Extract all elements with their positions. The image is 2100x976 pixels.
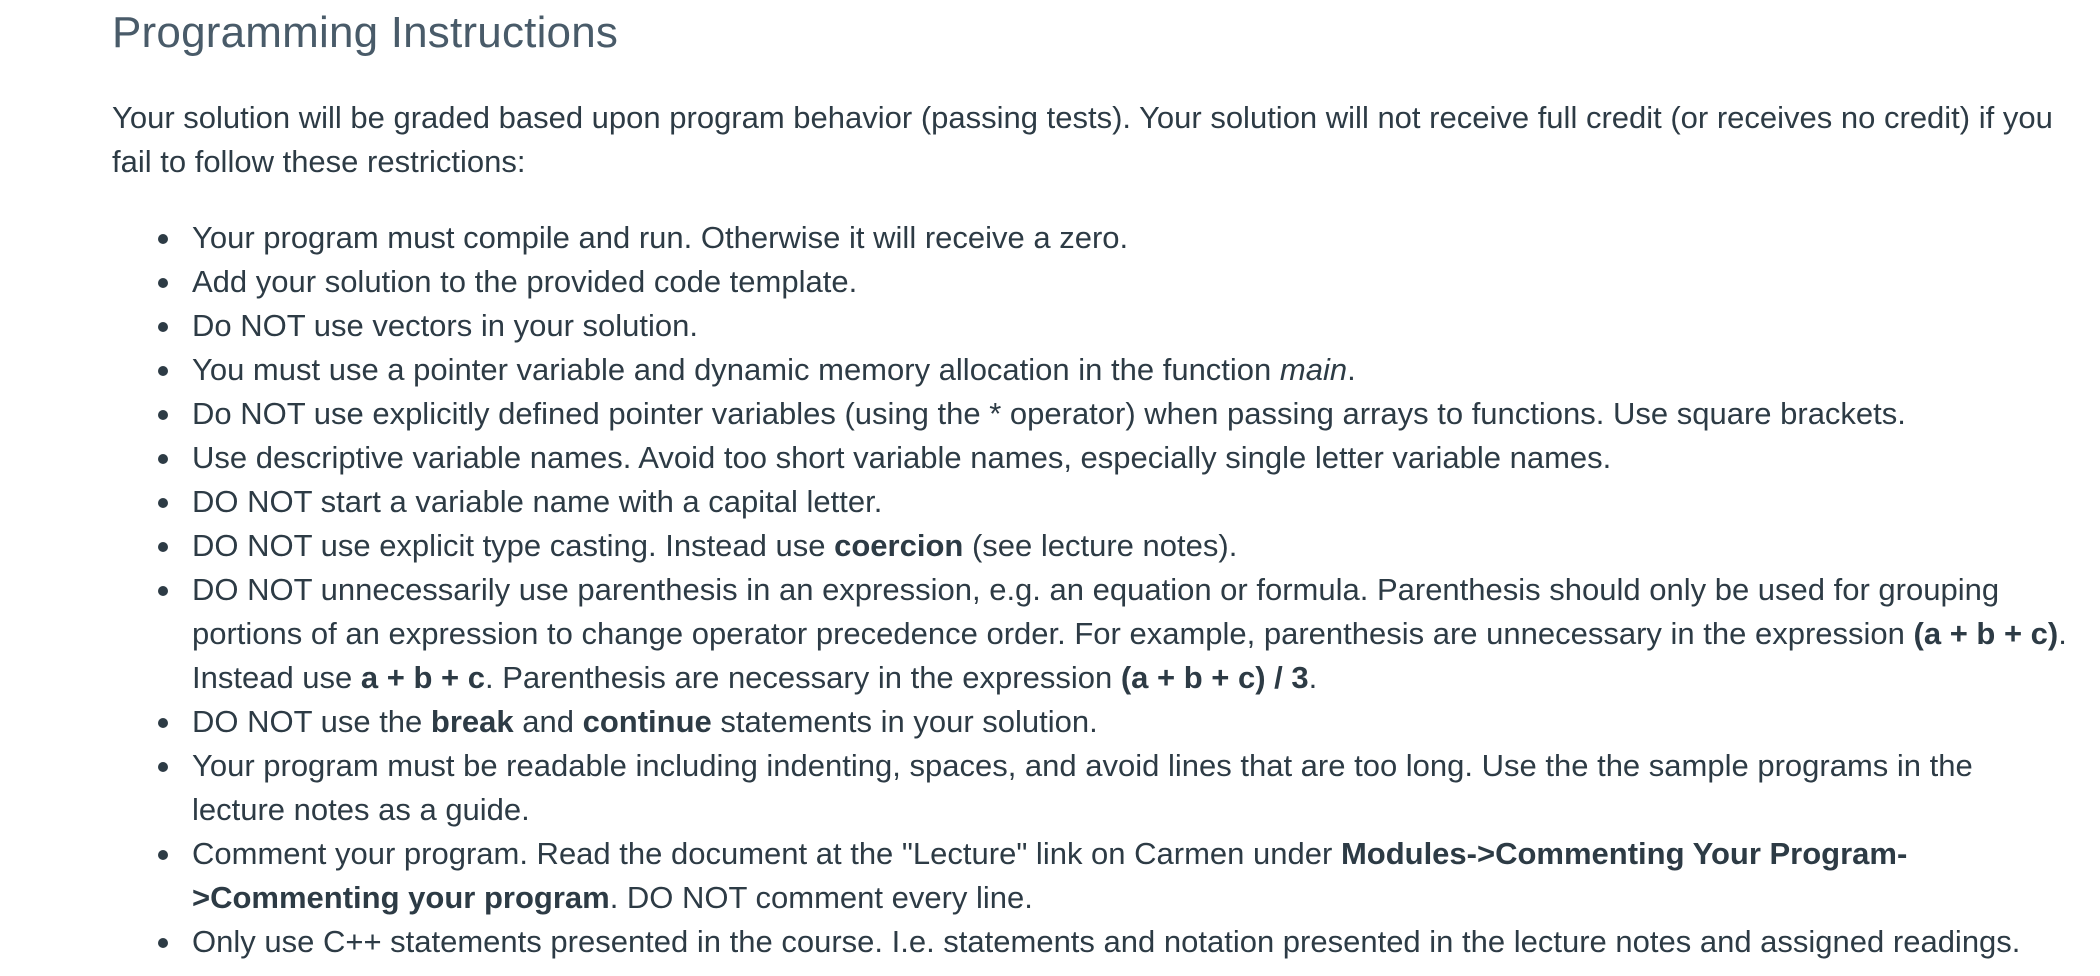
rule-text: . Parenthesis are necessary in the expression xyxy=(484,660,1121,695)
rule-compile: Your program must compile and run. Otherwise it will receive a zero. xyxy=(192,216,2072,260)
page-title: Programming Instructions xyxy=(112,8,619,57)
rule-text: DO NOT use the xyxy=(192,704,431,739)
rule-text: and xyxy=(513,704,583,739)
rule-text: . Instead use xyxy=(192,616,2067,695)
rule-template: Add your solution to the provided code template. xyxy=(192,260,2072,304)
rule-keyword: Modules->Commenting Your Program->Commenting your program xyxy=(192,836,1908,915)
rules-list xyxy=(112,216,2072,964)
rule-no-casting xyxy=(192,524,2072,568)
rule-text: Comment your program. Read the document at the "Lecture" link on Carmen under xyxy=(192,836,1341,871)
intro-paragraph: Your solution will be graded based upon program behavior (passing tests). Your solution will not receive full credit (or receives no credit) if you fail to follow these restrictions: xyxy=(112,100,2053,179)
rule-keyword: (a + b + c) / 3 xyxy=(1120,660,1309,695)
rule-emphasis: main xyxy=(1279,352,1348,387)
rule-text: DO NOT unnecessarily use parenthesis in an expression, e.g. an equation or formula. Parenthesis should only be used for grouping portions of an expression to change operator precedence order. For example, parenthesis are unnecessary in the expression xyxy=(192,572,2000,651)
rule-keyword: a + b + c xyxy=(360,660,485,695)
rule-no-capital: DO NOT start a variable name with a capital letter. xyxy=(192,480,2072,524)
rule-no-break-continue xyxy=(192,700,2072,744)
rule-keyword: continue xyxy=(582,704,712,739)
instructions-section xyxy=(112,0,2072,964)
rule-text: . xyxy=(1308,660,1318,695)
rule-text: . DO NOT comment every line. xyxy=(609,880,1033,915)
rule-text: . xyxy=(1347,352,1356,387)
rule-keyword: break xyxy=(430,704,514,739)
rule-no-vectors: Do NOT use vectors in your solution. xyxy=(192,304,2072,348)
rule-keyword: coercion xyxy=(834,528,964,563)
rule-text: You must use a pointer variable and dynamic memory allocation in the function xyxy=(192,352,1280,387)
rule-text: (see lecture notes). xyxy=(963,528,1238,563)
rule-descriptive-names: Use descriptive variable names. Avoid too short variable names, especially single letter variable names. xyxy=(192,436,2072,480)
rule-parenthesis xyxy=(192,568,2072,700)
rule-text: DO NOT use explicit type casting. Instead use xyxy=(192,528,835,563)
rule-square-brackets: Do NOT use explicitly defined pointer variables (using the * operator) when passing arrays to functions. Use square brackets. xyxy=(192,392,2072,436)
rule-keyword: (a + b + c) xyxy=(1913,616,2059,651)
rule-pointer-dynamic-memory xyxy=(192,348,2072,392)
rule-text: statements in your solution. xyxy=(711,704,1098,739)
rule-course-statements: Only use C++ statements presented in the course. I.e. statements and notation presented in the lecture notes and assigned readings. xyxy=(192,920,2072,964)
rule-comment xyxy=(192,832,2072,920)
rule-readable: Your program must be readable including indenting, spaces, and avoid lines that are too long. Use the the sample programs in the lecture notes as a guide. xyxy=(192,744,2072,832)
